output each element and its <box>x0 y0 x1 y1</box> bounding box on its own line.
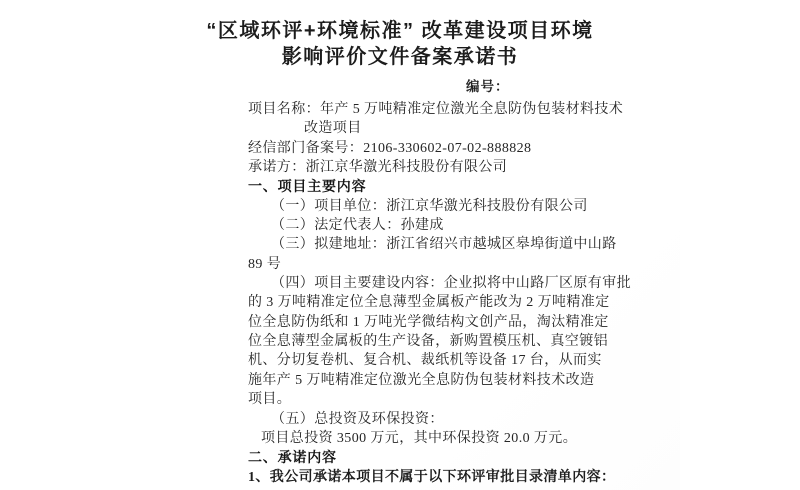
doc-line-construction-4: 位全息薄型金属板的生产设备，新购置模压机、真空镀铝 <box>248 334 608 350</box>
doc-line-committer: 承诺方：浙江京华激光科技股份有限公司 <box>248 160 508 176</box>
section-heading-1: 一、项目主要内容 <box>248 178 367 195</box>
doc-line-construction-2: 的 3 万吨精准定位全息薄型金属板产能改为 2 万吨精准定 <box>248 295 610 311</box>
doc-line-project-name-wrap: 改造项目 <box>304 121 362 137</box>
doc-line-investment-value: 项目总投资 3500 万元，其中环保投资 20.0 万元。 <box>261 430 578 446</box>
doc-line-investment-label: （五）总投资及环保投资： <box>271 411 444 427</box>
doc-line-address-wrap: 89 号 <box>248 256 282 272</box>
doc-line-legal-rep: （二）法定代表人：孙建成 <box>271 218 444 234</box>
doc-line-construction-3: 位全息防伪纸和 1 万吨光学微结构文创产品，淘汰精准定 <box>248 314 609 330</box>
doc-line-construction-1: （四）项目主要建设内容：企业拟将中山路厂区原有审批 <box>271 276 631 292</box>
doc-line-address: （三）拟建地址：浙江省绍兴市越城区皋埠街道中山路 <box>271 237 617 253</box>
serial-number-label: 编号： <box>466 79 510 94</box>
doc-line-construction-5: 机、分切复卷机、复合机、裁纸机等设备 17 台，从而实 <box>248 353 602 369</box>
document-title-line1: “区域环评+环境标准” 改革建设项目环境 <box>206 20 594 42</box>
doc-line-project-name: 项目名称：年产 5 万吨精准定位激光全息防伪包装材料技术 <box>248 102 624 117</box>
document-title <box>0 18 800 70</box>
section-heading-2: 二、承诺内容 <box>248 449 337 466</box>
doc-line-commitment-intro: 1、我公司承诺本项目不属于以下环评审批目录清单内容： <box>248 469 616 485</box>
doc-line-construction-7: 项目。 <box>248 392 292 408</box>
doc-line-construction-6: 施年产 5 万吨精准定位激光全息防伪包装材料技术改造 <box>248 372 595 388</box>
document-title-line2: 影响评价文件备案承诺书 <box>281 46 519 68</box>
doc-line-filing-number: 经信部门备案号：2106-330602-07-02-888828 <box>248 140 532 156</box>
document-body <box>248 100 631 487</box>
doc-line-project-unit: （一）项目单位：浙江京华激光科技股份有限公司 <box>271 198 588 214</box>
